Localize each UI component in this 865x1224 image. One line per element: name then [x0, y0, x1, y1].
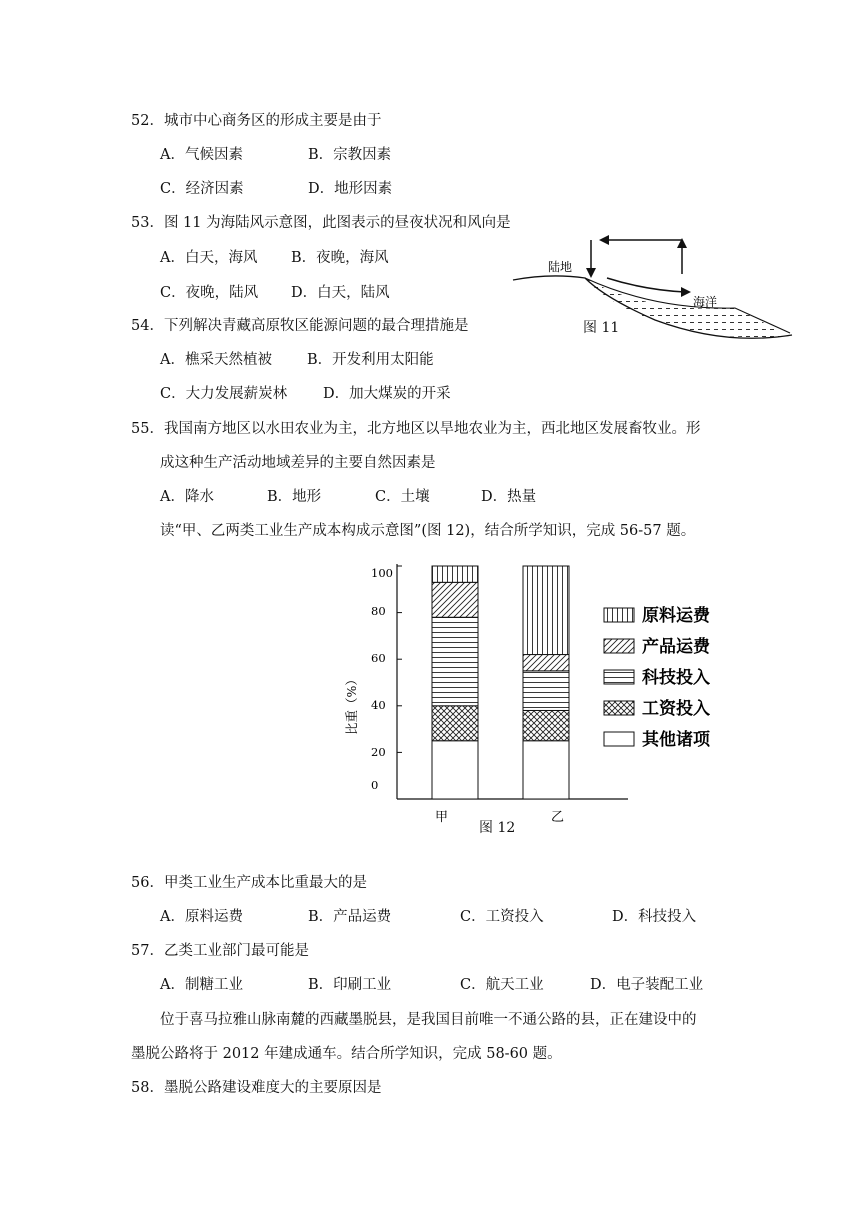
y-tick-label: 60 [371, 651, 386, 665]
bar-segment [432, 741, 478, 799]
q56-option-a: A．原料运费 [160, 909, 243, 925]
q55-option-c: C．土壤 [375, 489, 430, 505]
q54-option-d: D．加大煤炭的开采 [323, 386, 451, 402]
bar-segment [523, 655, 569, 671]
intro-58-60-line2: 墨脱公路将于 2012 年建成通车。结合所学知识，完成 58-60 题。 [131, 1046, 562, 1062]
q52-option-c: C．经济因素 [160, 181, 244, 197]
q53-option-a: A．白天，海风 [160, 250, 258, 266]
sea-label: 海洋 [693, 295, 718, 309]
q57-option-b: B．印刷工业 [308, 977, 392, 993]
y-tick-label: 0 [371, 778, 379, 792]
legend-swatch [604, 639, 634, 653]
q52-stem: 52．城市中心商务区的形成主要是由于 [131, 113, 382, 129]
q55-option-b: B．地形 [267, 489, 322, 505]
figure-12-caption: 图 12 [479, 820, 516, 836]
legend-label: 工资投入 [642, 699, 710, 719]
x-category-label: 甲 [435, 810, 449, 825]
legend-label: 其他诸项 [642, 730, 710, 750]
legend-label: 科技投入 [642, 668, 710, 688]
bar-segment [432, 617, 478, 706]
q56-stem: 56．甲类工业生产成本比重最大的是 [131, 875, 367, 891]
y-tick-label: 20 [371, 745, 386, 759]
q57-option-d: D．电子装配工业 [590, 977, 704, 993]
q54-option-a: A．樵采天然植被 [160, 352, 272, 368]
q54-stem: 54．下列解决青藏高原牧区能源问题的最合理措施是 [131, 318, 469, 334]
q55-stem-line1: 55．我国南方地区以水田农业为主，北方地区以旱地农业为主，西北地区发展畜牧业。形 [131, 421, 701, 437]
y-tick-label: 80 [371, 604, 386, 618]
q57-stem: 57．乙类工业部门最可能是 [131, 943, 309, 959]
q52-option-a: A．气候因素 [160, 147, 243, 163]
figure-11-sea-land-breeze [505, 228, 805, 343]
legend-label: 产品运费 [642, 637, 710, 657]
surface-wind-arrow [607, 278, 685, 292]
bar-segment [432, 582, 478, 617]
legend-swatch [604, 732, 634, 746]
q53-option-b: B．夜晚，海风 [291, 250, 389, 266]
legend-swatch [604, 670, 634, 684]
q52-option-d: D．地形因素 [308, 181, 393, 197]
q56-option-c: C．工资投入 [460, 909, 544, 925]
q57-option-a: A．制糖工业 [160, 977, 243, 993]
intro-56-57: 读“甲、乙两类工业生产成本构成示意图”(图 12)，结合所学知识，完成 56-57 题。 [160, 523, 696, 539]
q54-option-b: B．开发利用太阳能 [307, 352, 434, 368]
q53-option-c: C．夜晚，陆风 [160, 285, 259, 301]
q54-option-c: C．大力发展薪炭林 [160, 386, 288, 402]
figure-12-chart [330, 555, 750, 840]
q55-option-a: A．降水 [160, 489, 214, 505]
legend-label: 原料运费 [642, 606, 710, 626]
bar-segment [523, 741, 569, 799]
intro-58-60-line1: 位于喜马拉雅山脉南麓的西藏墨脱县，是我国目前唯一不通公路的县，正在建设中的 [160, 1012, 697, 1028]
q52-option-b: B．宗教因素 [308, 147, 392, 163]
legend-swatch [604, 608, 634, 622]
y-tick-label: 100 [371, 566, 393, 580]
x-category-label: 乙 [551, 810, 565, 825]
q53-option-d: D．白天，陆风 [291, 285, 390, 301]
y-tick-label: 40 [371, 698, 386, 712]
bar-segment [432, 566, 478, 582]
bar-segment [523, 671, 569, 711]
q57-option-c: C．航天工业 [460, 977, 544, 993]
land-label: 陆地 [548, 260, 573, 274]
figure-11-caption: 图 11 [583, 320, 620, 336]
legend-swatch [604, 701, 634, 715]
bar-segment [432, 706, 478, 741]
q58-stem: 58．墨脱公路建设难度大的主要原因是 [131, 1080, 382, 1096]
q55-option-d: D．热量 [481, 489, 537, 505]
bar-segment [523, 710, 569, 740]
bar-segment [523, 566, 569, 655]
q55-stem-line2: 成这种生产活动地域差异的主要自然因素是 [160, 455, 436, 471]
q56-option-d: D．科技投入 [612, 909, 697, 925]
y-axis-label: 比重（%） [344, 673, 359, 735]
q56-option-b: B．产品运费 [308, 909, 392, 925]
q53-stem: 53．图 11 为海陆风示意图，此图表示的昼夜状况和风向是 [131, 215, 511, 231]
